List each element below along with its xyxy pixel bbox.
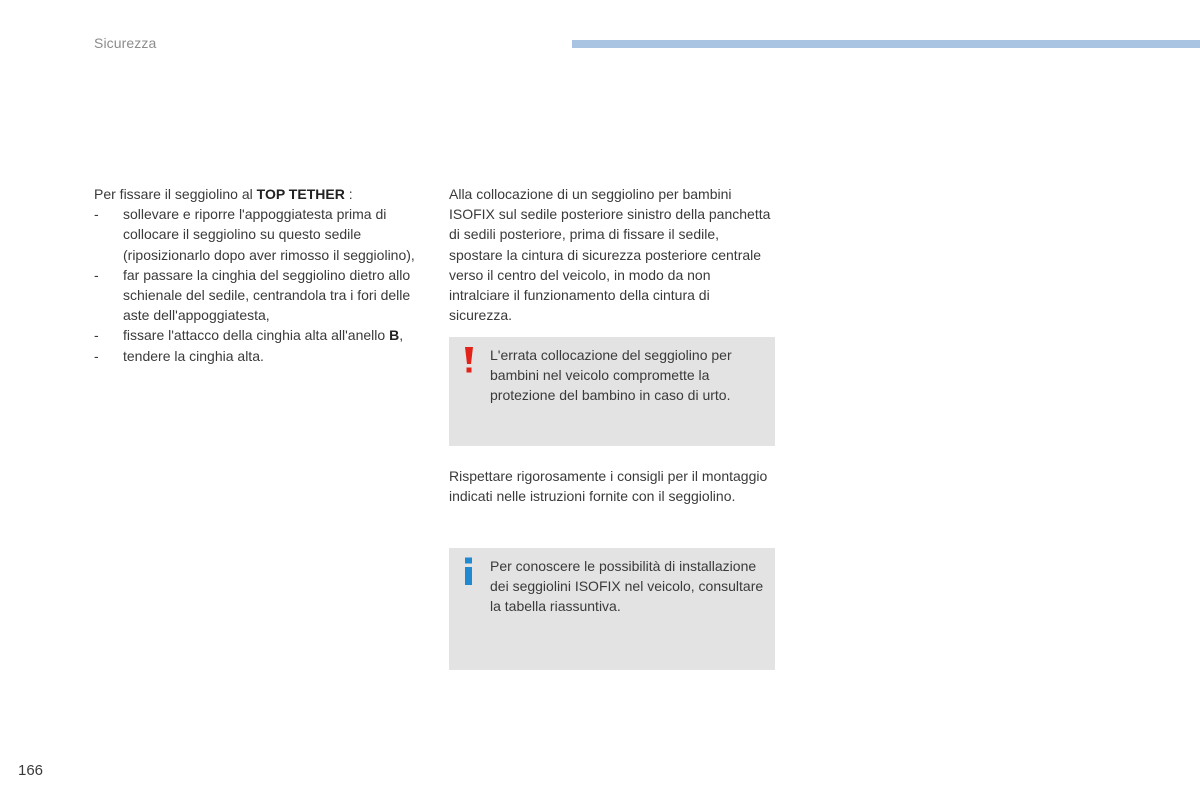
warning-note-box (449, 337, 775, 446)
list-item (94, 265, 434, 326)
warning-note-text: L'errata collocazione del seggiolino per bambini nel veicolo compromette la protezione del bambino in caso di urto. (490, 347, 732, 404)
list-item-text-prefix: fissare l'attacco della cinghia alta all'anello (123, 327, 390, 344)
instruction-list (94, 204, 434, 366)
list-item (94, 346, 434, 366)
list-item (94, 204, 434, 265)
section-title: Sicurezza (94, 35, 157, 51)
header-accent-bar (572, 40, 1200, 48)
exclamation-icon (461, 345, 477, 375)
list-item-text-suffix: , (399, 327, 404, 344)
intro-prefix: Per fissare il seggiolino al (94, 186, 257, 202)
intro-line (94, 184, 434, 204)
right-column-intro (449, 184, 775, 325)
list-dash: - (94, 327, 99, 344)
list-dash: - (94, 347, 99, 364)
info-note-text: Per conoscere le possibilità di installazione dei seggiolini ISOFIX nel veicolo, consultare la tabella riassuntiva. (490, 558, 764, 615)
list-item-text: far passare la cinghia del seggiolino dietro allo schienale del sedile, centrandola tra i fori delle aste dell'appoggiatesta, (123, 266, 411, 324)
info-icon (461, 556, 477, 586)
list-dash: - (94, 206, 99, 223)
left-column (94, 184, 434, 366)
intro-suffix: : (344, 186, 353, 202)
top-tether-label: TOP TETHER (256, 186, 345, 202)
info-note-box (449, 548, 775, 670)
list-item (94, 325, 434, 345)
installation-advice-paragraph: Rispettare rigorosamente i consigli per il montaggio indicati nelle istruzioni fornite con il seggiolino. (449, 468, 768, 505)
list-item-text: tendere la cinghia alta. (123, 347, 264, 364)
page-number: 166 (18, 762, 44, 779)
isofix-paragraph: Alla collocazione di un seggiolino per bambini ISOFIX sul sedile posteriore sinistro della panchetta di sedili posteriore, prima di fissare il sedile, spostare la cintura di sicurezza posteriore centrale verso il centro del veicolo, in modo da non intralciare il funzionamento della cintura di sicurezza. (449, 186, 771, 324)
list-dash: - (94, 266, 99, 283)
ring-label: B (389, 327, 400, 344)
list-item-text: sollevare e riporre l'appoggiatesta prima di collocare il seggiolino su questo sedile (riposizionarlo dopo aver rimosso il seggiolino), (123, 206, 415, 263)
